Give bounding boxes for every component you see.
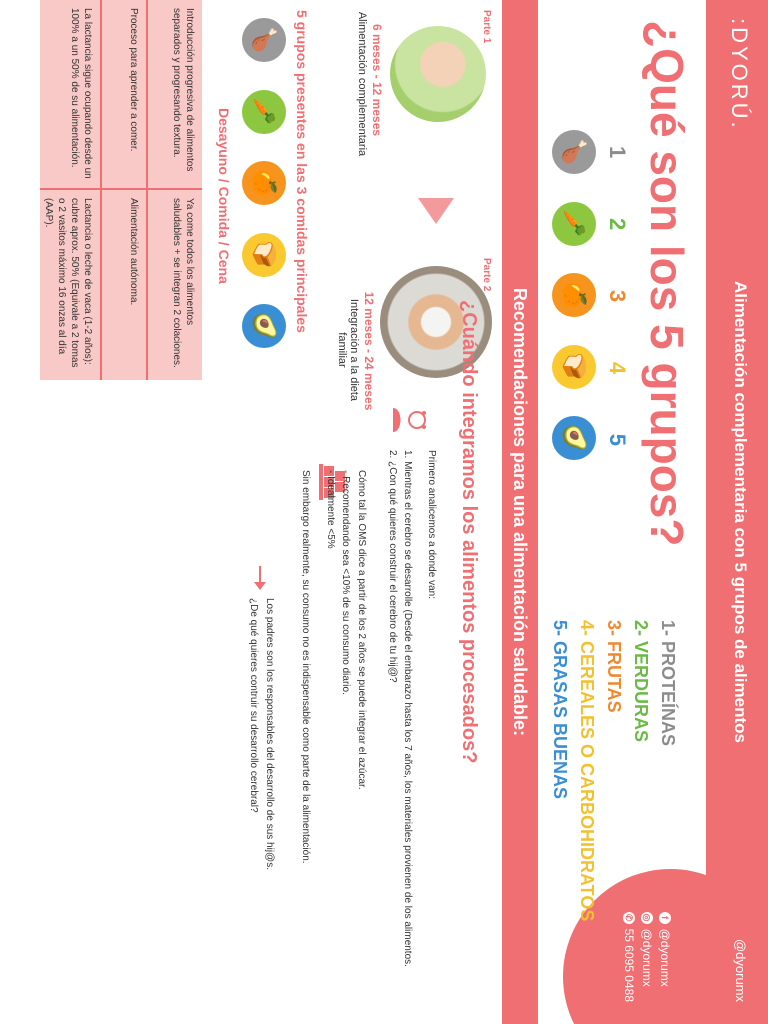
group-number-3: 3: [605, 289, 630, 303]
part2-label: Parte 2: [481, 258, 492, 292]
table-cell: Alimentación autónoma.: [102, 190, 146, 380]
processed-block2: [324, 470, 369, 990]
whatsapp-icon: ✆: [623, 912, 635, 924]
processed-line: ¿De qué quieres contruir su desarrollo cerebral?: [248, 598, 260, 813]
processed-line: Sin embargo realmente, su consumo no es indispensable como parte de la alimentación.: [300, 470, 311, 864]
table-row: [40, 0, 100, 380]
comparison-table: [40, 0, 202, 380]
contact-phone: [622, 912, 636, 1002]
group-vegetables: 2- VERDURAS: [631, 620, 651, 743]
processed-line: - Idealmente <5%: [325, 470, 336, 549]
bread-cereal-icon: 🍞: [242, 233, 286, 277]
header-handle: @dyorumx: [733, 938, 748, 1002]
group-cereals: 4- CEREALES O CARBOHIDRATOS: [577, 620, 597, 922]
group-number-2: 2: [605, 217, 630, 231]
egg-chicken-icon: 🍗: [242, 18, 286, 62]
avocado-icon: 🥑: [552, 416, 596, 460]
processed-block3: [299, 470, 313, 990]
avocado-icon: 🥑: [242, 304, 286, 348]
baby-photo: [390, 26, 486, 122]
group-number-1: 1: [605, 146, 630, 159]
contact-instagram: [640, 912, 654, 1002]
stage2-age: 12 meses - 24 meses: [362, 291, 376, 411]
processed-line: 2. ¿Con qué quieres construir el cerebro de tu hij@?: [387, 450, 398, 683]
meals-title: 5 grupos presentes en las 3 comidas principales: [294, 10, 310, 333]
processed-block1: [386, 450, 439, 970]
table-cell: Introducción progresiva de alimentos separados y progresando textura.: [148, 0, 202, 190]
processed-line: Primero analicemos a donde van:: [426, 450, 437, 599]
meals-subtitle: Desayuno / Comida / Cena: [216, 108, 232, 284]
brain-person-icon: [390, 400, 430, 440]
processed-block4: [247, 598, 276, 998]
processed-line: - Recomendando sea <10% de su consumo diario.: [340, 470, 352, 695]
facebook-icon: f: [659, 912, 671, 924]
group-icons: [552, 130, 596, 460]
processed-line: 1. Mientras el cerebro se desarrolle (Desde el embarazo hasta los 7 años, los materiales provienen de los alimentos.: [402, 450, 414, 967]
instagram-handle: @dyorumx: [640, 928, 654, 987]
brand-logo: :DYORÚ.: [727, 18, 752, 131]
fruits-icon: 🍊: [242, 161, 286, 205]
stage1-age: 6 meses - 12 meses: [370, 23, 384, 137]
group-number-4: 4: [605, 361, 630, 375]
progression-arrow: [418, 198, 454, 224]
instagram-icon: ◎: [641, 912, 653, 924]
table-row: [146, 0, 202, 380]
processed-line: Cómo tal la OMS dice a partir de los 2 años se puede integrar el azúcar.: [356, 470, 367, 790]
facebook-handle: @dyorumx: [658, 928, 672, 987]
table-cell: Ya come todos los alimentos saludables + se integran 2 colaciones.: [148, 190, 202, 380]
contact-facebook: [658, 912, 672, 1002]
vegetables-icon: 🥕: [552, 202, 596, 246]
recommendations-title: Recomendaciones para una alimentación saludable:: [510, 287, 530, 737]
group-fats: 5- GRASAS BUENAS: [550, 620, 570, 800]
bread-cereal-icon: 🍞: [552, 345, 596, 389]
arrow-right-icon: [249, 566, 268, 590]
groups-heading: ¿Qué son los 5 grupos?: [641, 20, 693, 547]
stage2-text: Integración a la dieta familiar: [336, 298, 360, 402]
table-cell: La lactancia sigue ocupando desde un 100% a un 50% de su alimentación.: [40, 0, 100, 190]
groups-list: [549, 620, 678, 921]
group-proteins: 1- PROTEÍNAS: [658, 620, 678, 747]
part1-label: Parte 1: [481, 10, 492, 44]
table-cell: Lactancia o leche de vaca (1-2 años): cubre aprox. 50% (Equivale a 2 tomas o 2 vasitos máximo 16 onzas al día (AAP).: [40, 190, 100, 380]
meal-icons: [242, 18, 286, 348]
stage1-text: Alimentación complementaria: [356, 11, 368, 157]
group-fruits: 3- FRUTAS: [604, 620, 624, 713]
table-cell: Proceso para aprender a comer.: [102, 0, 146, 190]
contact-list: [622, 912, 672, 1002]
document-title: Alimentación complementaria con 5 grupos de alimentos: [731, 281, 750, 743]
egg-chicken-icon: 🍗: [552, 130, 596, 174]
fruits-icon: 🍊: [552, 273, 596, 317]
processed-line: Los padres son los responsables del desarrollo de sus hij@s.: [264, 598, 275, 870]
processed-title: ¿Cuándo integramos los alimentos procesados?: [458, 300, 480, 764]
table-row: [100, 0, 146, 380]
vegetables-icon: 🥕: [242, 90, 286, 134]
group-number-5: 5: [605, 433, 630, 446]
group-numbers: [604, 146, 630, 446]
phone-number: 55 6095 0488: [622, 928, 636, 1002]
